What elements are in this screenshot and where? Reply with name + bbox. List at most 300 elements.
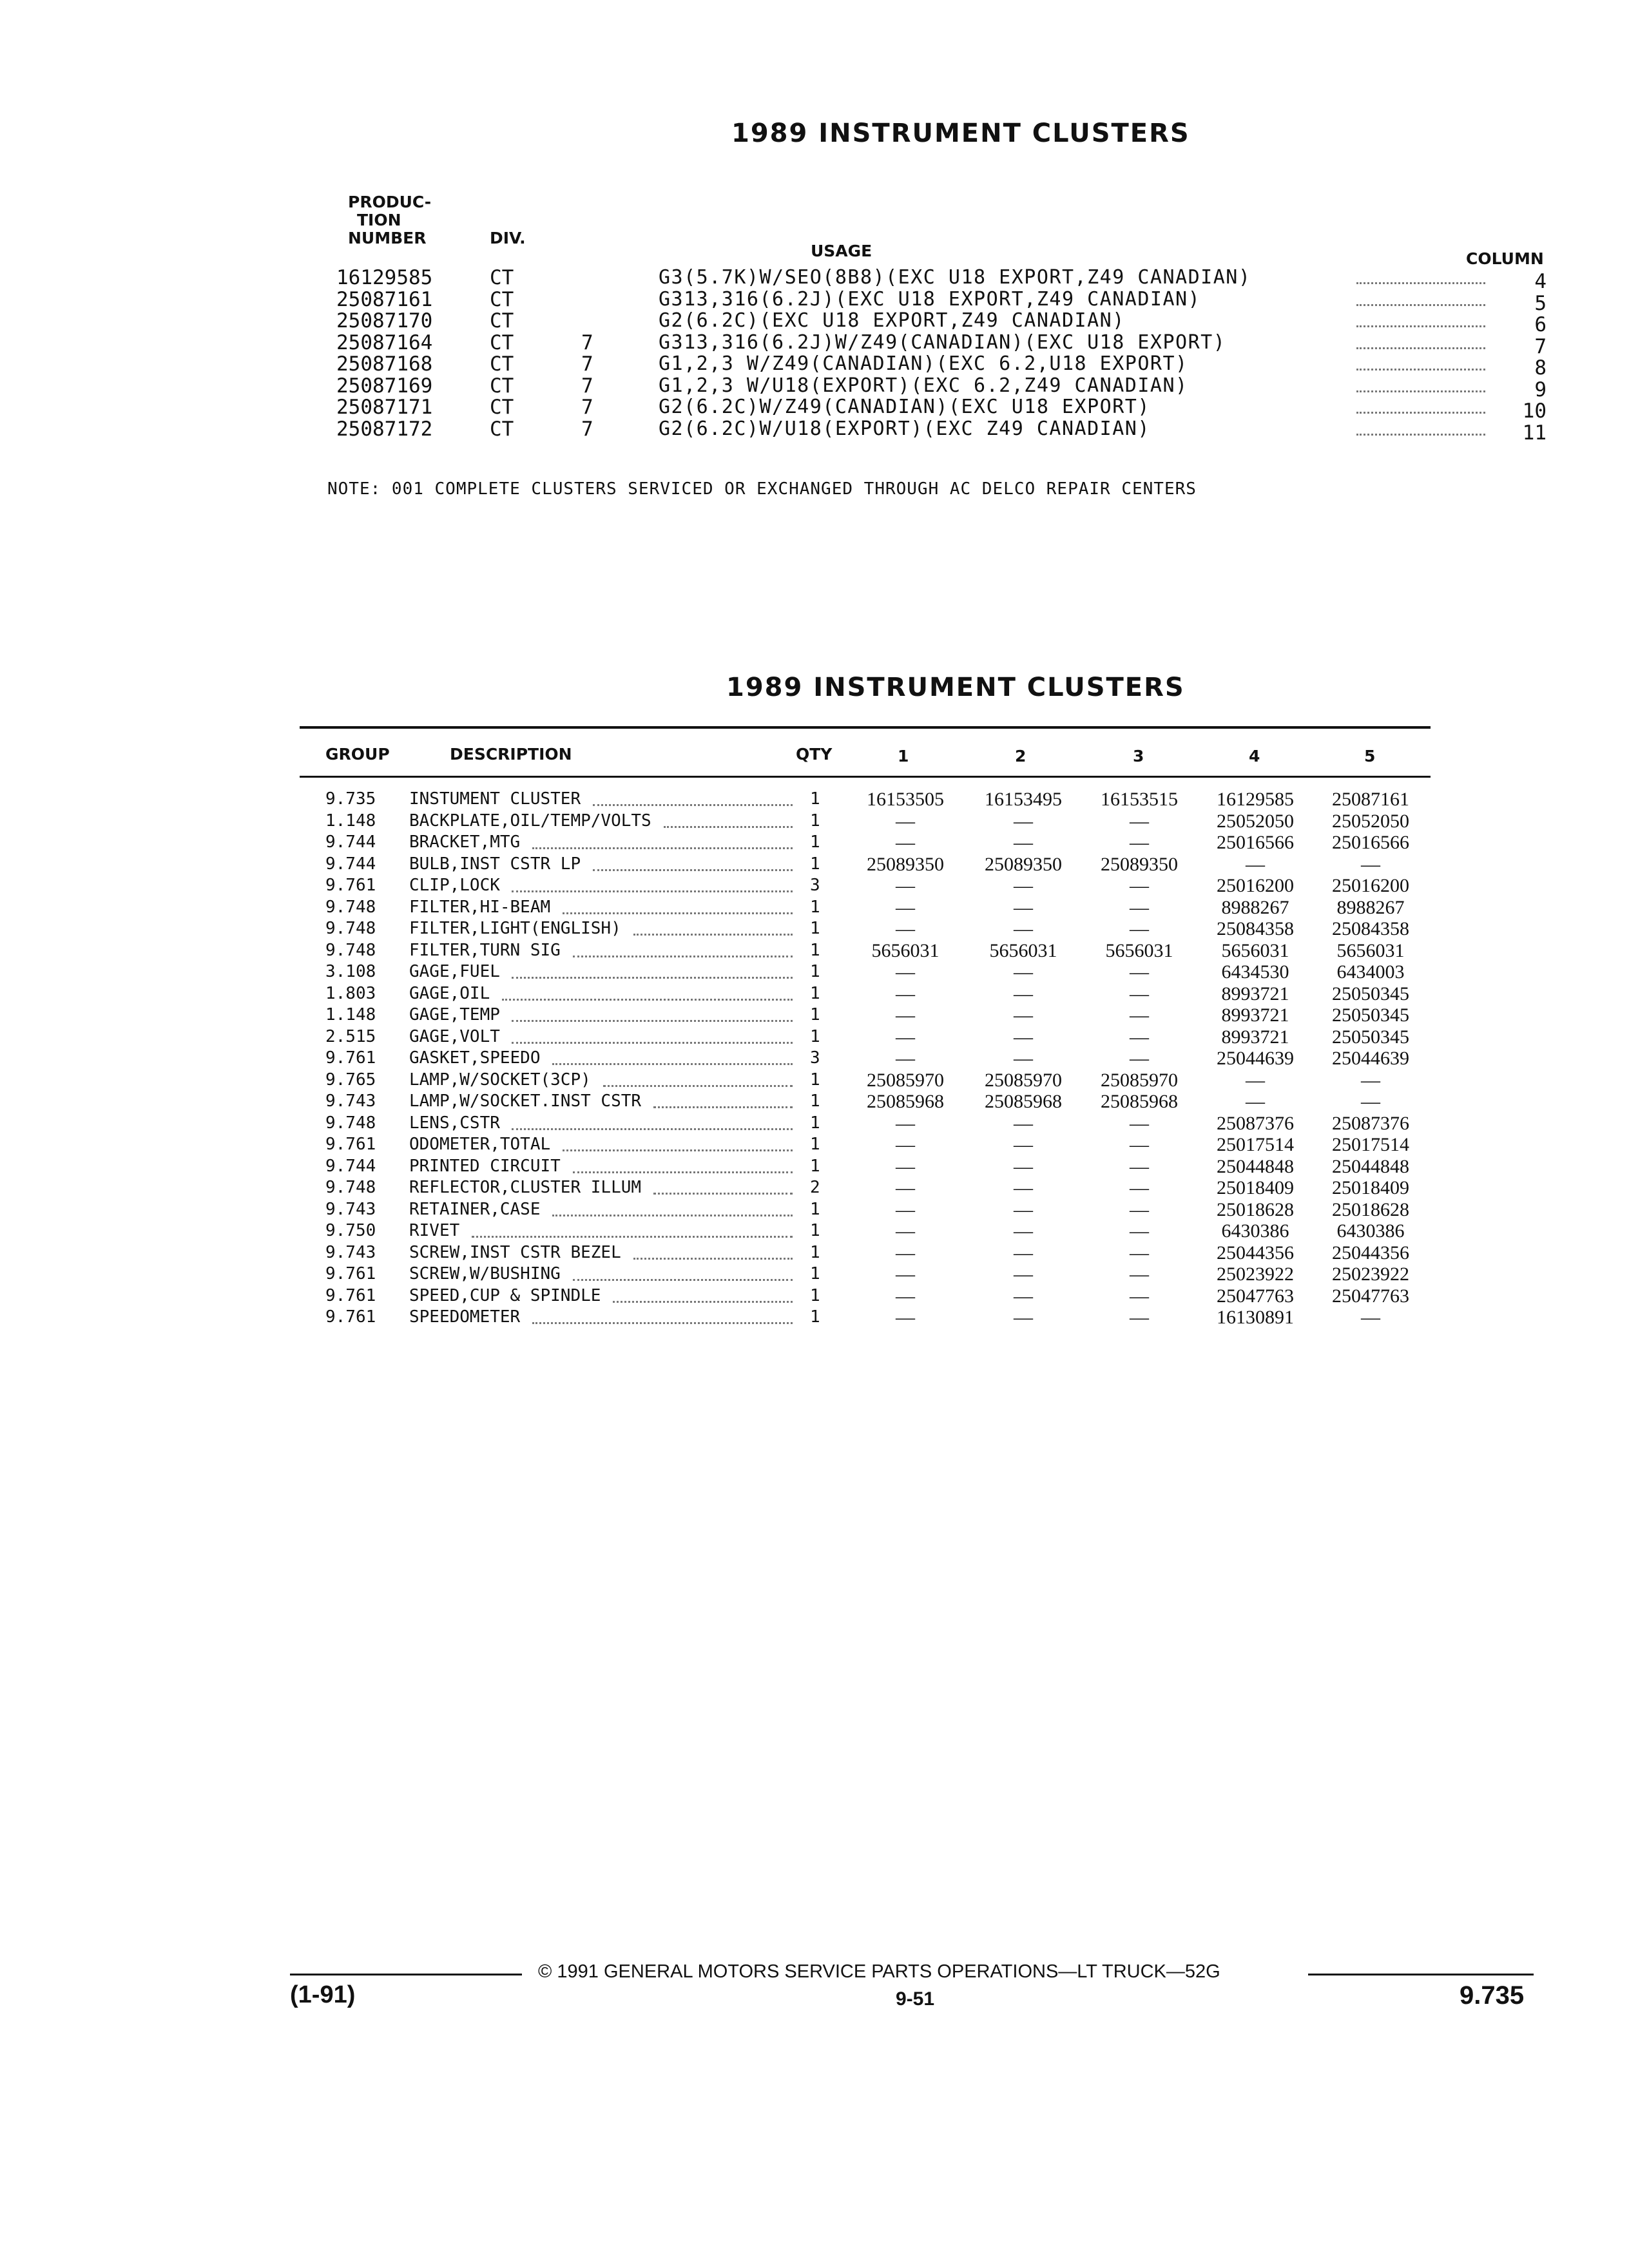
production-number: 25087161 <box>336 287 433 311</box>
part-number-c4: — <box>1246 853 1265 875</box>
leader-dots <box>1356 347 1485 349</box>
part-number-c2: — <box>1014 961 1033 983</box>
part-number-c3: — <box>1130 1155 1149 1177</box>
division-code: 7 <box>581 417 593 441</box>
part-number-c3: — <box>1130 918 1149 939</box>
part-number-c1: — <box>896 1198 915 1220</box>
usage-text: G2(6.2C)W/Z49(CANADIAN)(EXC U18 EXPORT) <box>659 396 1150 418</box>
part-number-c2: — <box>1014 810 1033 832</box>
part-number-c1: — <box>896 1264 915 1285</box>
part-number-c4: 16129585 <box>1217 789 1294 810</box>
part-number-c1: — <box>896 1307 915 1328</box>
part-number-c2: — <box>1014 1307 1033 1328</box>
part-number-c4: — <box>1246 1069 1265 1091</box>
footer-copyright: © 1991 GENERAL MOTORS SERVICE PARTS OPERATIONS—LT TRUCK—52G <box>538 1961 1220 1982</box>
group-number: 9.761 <box>325 1264 376 1283</box>
part-number-c4: 6434530 <box>1221 961 1289 983</box>
part-number-c4: 25018409 <box>1217 1177 1294 1198</box>
part-number-c3: — <box>1130 1134 1149 1155</box>
part-number-c1: — <box>896 832 915 853</box>
production-number: 25087169 <box>336 374 433 398</box>
leader-dots <box>633 1258 793 1260</box>
part-number-c1: — <box>896 1004 915 1026</box>
parts-row <box>0 1156 1629 1178</box>
footer-rule-left <box>290 1974 522 1975</box>
group-number: 9.744 <box>325 854 376 874</box>
parts-row <box>0 789 1629 811</box>
usage-text: G313,316(6.2J)W/Z49(CANADIAN)(EXC U18 EXPORT) <box>659 331 1226 354</box>
production-row <box>0 396 1629 423</box>
footer-date: (1-91) <box>290 1981 356 2008</box>
leader-dots <box>552 1215 793 1216</box>
section2-title: 1989 INSTRUMENT CLUSTERS <box>726 673 1185 702</box>
group-number: 9.761 <box>325 876 376 895</box>
part-number-c3: 16153515 <box>1101 789 1178 810</box>
part-number-c1: — <box>896 1177 915 1198</box>
usage-text: G2(6.2C)W/U18(EXPORT)(EXC Z49 CANADIAN) <box>659 417 1150 440</box>
part-number-c5: 25023922 <box>1332 1264 1409 1285</box>
clusters-note: NOTE: 001 COMPLETE CLUSTERS SERVICED OR EXCHANGED THROUGH AC DELCO REPAIR CENTERS <box>327 479 1197 499</box>
group-number: 1.803 <box>325 983 376 1003</box>
part-number-c5: 25087376 <box>1332 1112 1409 1134</box>
part-description: BACKPLATE,OIL/TEMP/VOLTS <box>409 811 651 831</box>
quantity: 1 <box>810 854 820 874</box>
part-number-c5: 25050345 <box>1332 1004 1409 1026</box>
production-number: 25087172 <box>336 417 433 441</box>
part-number-c1: 5656031 <box>871 939 940 961</box>
part-number-c3: — <box>1130 1026 1149 1048</box>
production-row <box>0 374 1629 401</box>
column-number: 9 <box>1534 378 1547 401</box>
quantity: 1 <box>810 983 820 1003</box>
part-number-c4: 8993721 <box>1221 1026 1289 1048</box>
part-number-c4: 25016566 <box>1217 832 1294 853</box>
leader-dots <box>512 1128 793 1130</box>
production-number: 25087170 <box>336 309 433 332</box>
part-number-c2: — <box>1014 1285 1033 1307</box>
leader-dots <box>532 1322 793 1324</box>
division: CT <box>490 396 514 419</box>
column-number: 6 <box>1534 313 1547 336</box>
division: CT <box>490 309 514 332</box>
production-row <box>0 287 1629 315</box>
part-number-c4: 25084358 <box>1217 918 1294 939</box>
production-header-line1: PRODUC- <box>348 193 432 211</box>
group-number: 9.743 <box>325 1199 376 1219</box>
part-number-c5: 25087161 <box>1332 789 1409 810</box>
quantity: 1 <box>810 1005 820 1024</box>
div-header: DIV. <box>490 229 526 247</box>
part-number-c3: 25085968 <box>1101 1091 1178 1112</box>
part-description: SPEEDOMETER <box>409 1307 521 1327</box>
part-description: LENS,CSTR <box>409 1113 500 1133</box>
part-number-c5: 25047763 <box>1332 1285 1409 1307</box>
quantity: 1 <box>810 1070 820 1090</box>
part-number-c3: — <box>1130 832 1149 853</box>
quantity: 1 <box>810 1264 820 1283</box>
group-number: 9.748 <box>325 919 376 938</box>
part-number-c2: — <box>1014 1004 1033 1026</box>
leader-dots <box>653 1106 793 1108</box>
quantity: 1 <box>810 811 820 831</box>
part-number-c4: 25018628 <box>1217 1198 1294 1220</box>
parts-row <box>0 1134 1629 1156</box>
parts-row <box>0 918 1629 940</box>
production-number: 16129585 <box>336 266 433 289</box>
production-row <box>0 266 1629 293</box>
parts-row <box>0 1004 1629 1026</box>
group-header: GROUP <box>325 745 390 764</box>
group-number: 9.748 <box>325 897 376 917</box>
group-number: 2.515 <box>325 1026 376 1046</box>
part-number-c3: — <box>1130 1285 1149 1307</box>
part-number-c1: — <box>896 1220 915 1242</box>
column-number: 10 <box>1522 399 1547 423</box>
part-number-c4: 6430386 <box>1221 1220 1289 1242</box>
quantity: 3 <box>810 1048 820 1068</box>
leader-dots <box>563 912 793 914</box>
part-number-c5: 25044356 <box>1332 1242 1409 1264</box>
part-description: ODOMETER,TOTAL <box>409 1135 551 1154</box>
part-number-c5: 8988267 <box>1336 896 1405 918</box>
part-number-c2: 25085970 <box>985 1069 1062 1091</box>
part-description: GAGE,TEMP <box>409 1005 500 1024</box>
leader-dots <box>1356 434 1485 436</box>
part-description: SCREW,W/BUSHING <box>409 1264 561 1283</box>
parts-row <box>0 811 1629 832</box>
part-description: LAMP,W/SOCKET(3CP) <box>409 1070 591 1090</box>
part-description: FILTER,HI-BEAM <box>409 897 551 917</box>
part-number-c1: — <box>896 875 915 896</box>
division: CT <box>490 417 514 441</box>
production-row <box>0 331 1629 358</box>
leader-dots <box>532 847 793 849</box>
part-number-c1: — <box>896 1242 915 1264</box>
usage-text: G1,2,3 W/U18(EXPORT)(EXC 6.2,Z49 CANADIAN) <box>659 374 1188 397</box>
col5-header: 5 <box>1364 747 1376 765</box>
quantity: 1 <box>810 897 820 917</box>
group-number: 9.744 <box>325 1156 376 1176</box>
leader-dots <box>512 890 793 892</box>
quantity: 1 <box>810 1113 820 1133</box>
production-header-line3: NUMBER <box>348 229 427 247</box>
part-number-c4: 8993721 <box>1221 1004 1289 1026</box>
part-number-c4: 16130891 <box>1217 1307 1294 1328</box>
quantity: 1 <box>810 1026 820 1046</box>
group-number: 3.108 <box>325 962 376 981</box>
col1-header: 1 <box>898 747 909 765</box>
part-number-c5: 25044848 <box>1332 1155 1409 1177</box>
part-number-c5: 25044639 <box>1332 1048 1409 1069</box>
col3-header: 3 <box>1133 747 1144 765</box>
quantity: 1 <box>810 789 820 809</box>
part-number-c5: 6430386 <box>1336 1220 1405 1242</box>
leader-dots <box>512 1020 793 1022</box>
parts-row <box>0 1199 1629 1221</box>
leader-dots <box>1356 282 1485 284</box>
division: CT <box>490 331 514 354</box>
part-number-c1: 25085970 <box>867 1069 944 1091</box>
part-description: BULB,INST CSTR LP <box>409 854 581 874</box>
production-number: 25087164 <box>336 331 433 354</box>
part-number-c1: — <box>896 1134 915 1155</box>
part-number-c4: 25044848 <box>1217 1155 1294 1177</box>
part-number-c1: — <box>896 1026 915 1048</box>
description-header: DESCRIPTION <box>450 745 572 764</box>
parts-row <box>0 832 1629 854</box>
table-header-rule <box>300 776 1431 778</box>
group-number: 1.148 <box>325 811 376 831</box>
part-number-c4: 25044356 <box>1217 1242 1294 1264</box>
part-number-c1: 16153505 <box>867 789 944 810</box>
part-number-c4: 25023922 <box>1217 1264 1294 1285</box>
part-number-c2: 25089350 <box>985 853 1062 875</box>
part-description: FILTER,TURN SIG <box>409 940 561 960</box>
usage-text: G2(6.2C)(EXC U18 EXPORT,Z49 CANADIAN) <box>659 309 1125 332</box>
quantity: 1 <box>810 1307 820 1327</box>
production-number: 25087171 <box>336 396 433 419</box>
part-number-c2: 16153495 <box>985 789 1062 810</box>
leader-dots <box>1356 304 1485 306</box>
part-number-c1: — <box>896 918 915 939</box>
part-number-c4: 8988267 <box>1221 896 1289 918</box>
parts-row <box>0 1220 1629 1242</box>
part-number-c3: — <box>1130 1048 1149 1069</box>
part-number-c1: — <box>896 1048 915 1069</box>
part-number-c2: — <box>1014 1048 1033 1069</box>
group-number: 1.148 <box>325 1005 376 1024</box>
parts-row <box>0 1177 1629 1199</box>
production-number-header <box>348 193 431 247</box>
parts-row <box>0 940 1629 962</box>
parts-row <box>0 961 1629 983</box>
part-number-c2: — <box>1014 918 1033 939</box>
part-number-c3: 5656031 <box>1105 939 1173 961</box>
qty-header: QTY <box>796 745 833 764</box>
usage-text: G3(5.7K)W/SEO(8B8)(EXC U18 EXPORT,Z49 CANADIAN) <box>659 266 1251 289</box>
part-number-c2: — <box>1014 1026 1033 1048</box>
division: CT <box>490 287 514 311</box>
part-number-c2: — <box>1014 1155 1033 1177</box>
column-number: 5 <box>1534 291 1547 315</box>
part-number-c2: — <box>1014 1134 1033 1155</box>
part-number-c2: — <box>1014 1177 1033 1198</box>
production-header-line2: TION <box>357 211 401 229</box>
part-description: LAMP,W/SOCKET.INST CSTR <box>409 1091 642 1111</box>
part-number-c2: 5656031 <box>989 939 1057 961</box>
leader-dots <box>552 1063 793 1065</box>
parts-row <box>0 1242 1629 1264</box>
leader-dots <box>603 1085 793 1087</box>
leader-dots <box>573 956 793 957</box>
footer-page-number: 9-51 <box>896 1988 935 2010</box>
part-number-c2: — <box>1014 1112 1033 1134</box>
part-number-c3: — <box>1130 810 1149 832</box>
leader-dots <box>502 999 793 1001</box>
part-number-c3: — <box>1130 1198 1149 1220</box>
group-number: 9.761 <box>325 1048 376 1068</box>
part-number-c4: 25017514 <box>1217 1134 1294 1155</box>
usage-text: G313,316(6.2J)(EXC U18 EXPORT,Z49 CANADIAN) <box>659 287 1201 311</box>
parts-row <box>0 1264 1629 1285</box>
quantity: 1 <box>810 1135 820 1154</box>
part-number-c5: 25052050 <box>1332 810 1409 832</box>
part-number-c4: 25087376 <box>1217 1112 1294 1134</box>
group-number: 9.761 <box>325 1135 376 1154</box>
part-number-c1: — <box>896 1285 915 1307</box>
leader-dots <box>653 1193 793 1195</box>
group-number: 9.743 <box>325 1091 376 1111</box>
table-top-rule <box>300 726 1431 729</box>
leader-dots <box>573 1279 793 1281</box>
part-number-c2: — <box>1014 832 1033 853</box>
part-description: CLIP,LOCK <box>409 876 500 895</box>
part-description: GAGE,VOLT <box>409 1026 500 1046</box>
footer-group-number: 9.735 <box>1460 1981 1525 2010</box>
part-number-c3: — <box>1130 983 1149 1004</box>
part-number-c5: 25016200 <box>1332 875 1409 896</box>
quantity: 1 <box>810 940 820 960</box>
col2-header: 2 <box>1015 747 1027 765</box>
division-code: 7 <box>581 331 593 354</box>
part-number-c3: — <box>1130 1004 1149 1026</box>
parts-row <box>0 854 1629 876</box>
part-number-c4: 25052050 <box>1217 810 1294 832</box>
part-number-c2: — <box>1014 1264 1033 1285</box>
leader-dots <box>1356 390 1485 392</box>
parts-row <box>0 1285 1629 1307</box>
quantity: 1 <box>810 1285 820 1305</box>
part-number-c5: 25084358 <box>1332 918 1409 939</box>
section1-title: 1989 INSTRUMENT CLUSTERS <box>731 119 1190 148</box>
part-number-c2: — <box>1014 1242 1033 1264</box>
division-code: 7 <box>581 352 593 376</box>
part-number-c3: — <box>1130 1242 1149 1264</box>
part-number-c2: — <box>1014 983 1033 1004</box>
part-number-c5: 6434003 <box>1336 961 1405 983</box>
group-number: 9.748 <box>325 1178 376 1197</box>
leader-dots <box>573 1171 793 1173</box>
leader-dots <box>512 1042 793 1044</box>
col4-header: 4 <box>1249 747 1260 765</box>
division-code: 7 <box>581 396 593 419</box>
part-number-c5: 5656031 <box>1336 939 1405 961</box>
leader-dots <box>1356 412 1485 414</box>
column-number: 4 <box>1534 270 1547 293</box>
part-description: REFLECTOR,CLUSTER ILLUM <box>409 1178 642 1197</box>
leader-dots <box>472 1236 793 1238</box>
part-description: INSTUMENT CLUSTER <box>409 789 581 809</box>
part-number-c5: 25018409 <box>1332 1177 1409 1198</box>
part-description: PRINTED CIRCUIT <box>409 1156 561 1176</box>
part-number-c4: 8993721 <box>1221 983 1289 1004</box>
part-number-c5: 25018628 <box>1332 1198 1409 1220</box>
quantity: 1 <box>810 1091 820 1111</box>
quantity: 1 <box>810 1199 820 1219</box>
usage-header: USAGE <box>811 242 872 260</box>
usage-text: G1,2,3 W/Z49(CANADIAN)(EXC 6.2,U18 EXPORT) <box>659 352 1188 375</box>
part-description: SCREW,INST CSTR BEZEL <box>409 1242 621 1262</box>
column-number: 7 <box>1534 334 1547 358</box>
part-number-c1: — <box>896 896 915 918</box>
part-number-c5: 25017514 <box>1332 1134 1409 1155</box>
parts-row <box>0 1307 1629 1329</box>
group-number: 9.748 <box>325 940 376 960</box>
leader-dots <box>593 869 793 871</box>
parts-row <box>0 1048 1629 1070</box>
part-number-c3: 25085970 <box>1101 1069 1178 1091</box>
group-number: 9.744 <box>325 832 376 852</box>
parts-row <box>0 1091 1629 1113</box>
part-number-c4: — <box>1246 1091 1265 1112</box>
part-number-c3: — <box>1130 875 1149 896</box>
parts-row <box>0 897 1629 919</box>
part-number-c1: — <box>896 983 915 1004</box>
column-number: 11 <box>1522 421 1547 445</box>
quantity: 1 <box>810 1242 820 1262</box>
division: CT <box>490 266 514 289</box>
part-number-c1: 25089350 <box>867 853 944 875</box>
quantity: 1 <box>810 832 820 852</box>
production-row <box>0 309 1629 336</box>
part-number-c2: — <box>1014 1220 1033 1242</box>
leader-dots <box>664 826 793 828</box>
part-number-c4: 25044639 <box>1217 1048 1294 1069</box>
production-row <box>0 417 1629 445</box>
part-number-c5: — <box>1361 1091 1380 1112</box>
part-number-c3: — <box>1130 1112 1149 1134</box>
leader-dots <box>563 1149 793 1151</box>
group-number: 9.735 <box>325 789 376 809</box>
division: CT <box>490 374 514 398</box>
group-number: 9.761 <box>325 1285 376 1305</box>
quantity: 3 <box>810 876 820 895</box>
leader-dots <box>512 977 793 979</box>
group-number: 9.761 <box>325 1307 376 1327</box>
leader-dots <box>1356 369 1485 370</box>
part-description: SPEED,CUP & SPINDLE <box>409 1285 601 1305</box>
quantity: 1 <box>810 962 820 981</box>
part-number-c1: — <box>896 1112 915 1134</box>
part-number-c4: 5656031 <box>1221 939 1289 961</box>
part-number-c1: — <box>896 1155 915 1177</box>
part-number-c3: — <box>1130 1264 1149 1285</box>
part-number-c2: — <box>1014 1198 1033 1220</box>
part-number-c3: — <box>1130 961 1149 983</box>
part-description: FILTER,LIGHT(ENGLISH) <box>409 919 621 938</box>
part-number-c4: 25016200 <box>1217 875 1294 896</box>
part-number-c5: — <box>1361 853 1380 875</box>
group-number: 9.743 <box>325 1242 376 1262</box>
part-number-c3: — <box>1130 1307 1149 1328</box>
part-number-c1: — <box>896 810 915 832</box>
group-number: 9.748 <box>325 1113 376 1133</box>
quantity: 1 <box>810 919 820 938</box>
leader-dots <box>1356 325 1485 327</box>
leader-dots <box>593 804 793 806</box>
part-number-c5: 25050345 <box>1332 1026 1409 1048</box>
part-number-c5: — <box>1361 1069 1380 1091</box>
quantity: 1 <box>810 1221 820 1240</box>
part-number-c2: — <box>1014 875 1033 896</box>
part-description: RETAINER,CASE <box>409 1199 541 1219</box>
parts-row <box>0 983 1629 1005</box>
part-number-c2: — <box>1014 896 1033 918</box>
part-number-c3: 25089350 <box>1101 853 1178 875</box>
part-number-c3: — <box>1130 1220 1149 1242</box>
production-row <box>0 352 1629 380</box>
part-number-c3: — <box>1130 1177 1149 1198</box>
